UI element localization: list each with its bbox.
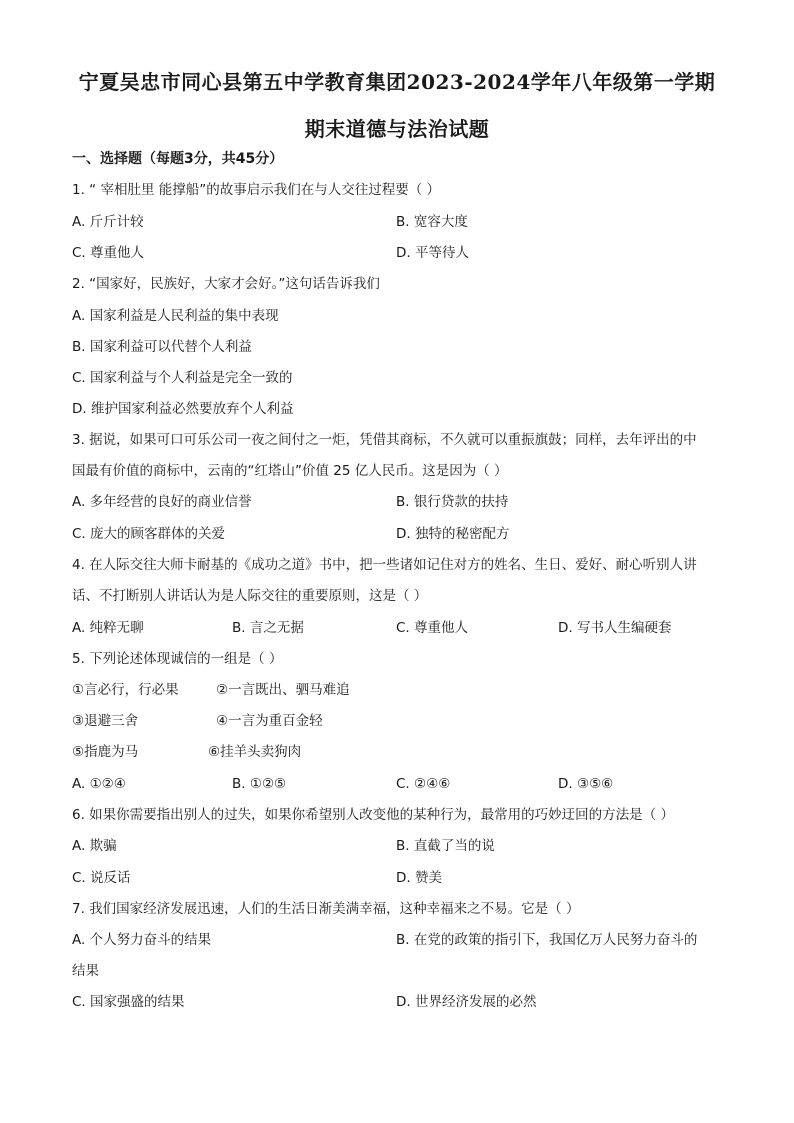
question-3-option-c: C. 庞大的顾客群体的关爱 [72,526,226,542]
question-5-option-c: C. ②④⑥ [396,776,451,792]
section-header: 一、选择题（每题3分，共45分） [72,151,284,167]
question-4-option-d: D. 写书人生编硬套 [558,620,672,636]
question-1-option-d: D. 平等待人 [396,245,469,261]
question-4-option-c: C. 尊重他人 [396,620,469,636]
question-4-stem-line-1: 4. 在人际交往大师卡耐基的《成功之道》书中，把一些诸如记住对方的姓名、生日、爱好、耐心听别人讲 [72,557,697,573]
question-5-item-2: ②一言既出、驷马难追 [216,682,350,698]
question-6-option-b: B. 直截了当的说 [396,838,495,854]
question-1-stem: 1. “ 宰相肚里 能撑船”的故事启示我们在与人交往过程要（ ） [72,182,441,198]
question-4-option-a: A. 纯粹无聊 [72,620,144,636]
question-5-item-6: ⑥挂羊头卖狗肉 [208,744,302,760]
question-6-option-c: C. 说反话 [72,870,131,886]
question-2-option-b: B. 国家利益可以代替个人利益 [72,339,252,355]
question-4-option-b: B. 言之无据 [232,620,304,636]
question-7-option-d: D. 世界经济发展的必然 [396,994,537,1010]
question-5-item-1: ①言必行，行必果 [72,682,179,698]
question-6-option-a: A. 欺骗 [72,838,117,854]
question-7-stem: 7. 我们国家经济发展迅速，人们的生活日渐美满幸福，这种幸福来之不易。它是（ ） [72,901,580,917]
question-7-option-b-continued: 结果 [72,963,99,979]
exam-title-line-1: 宁夏吴忠市同心县第五中学教育集团2023-2024学年八年级第一学期 [78,70,716,94]
question-7-option-a: A. 个人努力奋斗的结果 [72,932,212,948]
question-3-option-a: A. 多年经营的良好的商业信誉 [72,494,252,510]
question-5-item-4: ④一言为重百金轻 [216,713,323,729]
question-5-item-5: ⑤指鹿为马 [72,744,139,760]
question-5-item-3: ③退避三舍 [72,713,139,729]
question-7-option-c: C. 国家强盛的结果 [72,994,185,1010]
question-2-option-d: D. 维护国家利益必然要放弃个人利益 [72,401,294,417]
question-1-option-a: A. 斤斤计较 [72,214,144,230]
question-7-option-b: B. 在党的政策的指引下，我国亿万人民努力奋斗的 [396,932,698,948]
question-3-option-b: B. 银行贷款的扶持 [396,494,509,510]
question-3-stem-line-1: 3. 据说，如果可口可乐公司一夜之间付之一炬，凭借其商标，不久就可以重振旗鼓；同样，去年评出的中 [72,432,697,448]
question-5-option-d: D. ③⑤⑥ [558,776,614,792]
question-5-option-b: B. ①②⑤ [232,776,287,792]
question-1-option-c: C. 尊重他人 [72,245,145,261]
question-3-option-d: D. 独特的秘密配方 [396,526,510,542]
question-6-stem: 6. 如果你需要指出别人的过失，如果你希望别人改变他的某种行为，最常用的巧妙迂回的方法是（ ） [72,807,674,823]
question-2-option-c: C. 国家利益与个人利益是完全一致的 [72,370,293,386]
question-1-option-b: B. 宽容大度 [396,214,468,230]
question-6-option-d: D. 赞美 [396,870,442,886]
exam-title-line-2: 期末道德与法治试题 [304,117,490,141]
question-4-stem-line-2: 话、不打断别人讲话认为是人际交往的重要原则，这是（ ） [72,588,428,604]
question-3-stem-line-2: 国最有价值的商标中，云南的“红塔山”价值 25 亿人民币。这是因为（ ） [72,463,508,479]
question-5-option-a: A. ①②④ [72,776,126,792]
question-2-option-a: A. 国家利益是人民利益的集中表现 [72,308,279,324]
question-5-stem: 5. 下列论述体现诚信的一组是（ ） [72,651,283,667]
question-2-stem: 2. “国家好，民族好，大家才会好。”这句话告诉我们 [72,276,380,292]
